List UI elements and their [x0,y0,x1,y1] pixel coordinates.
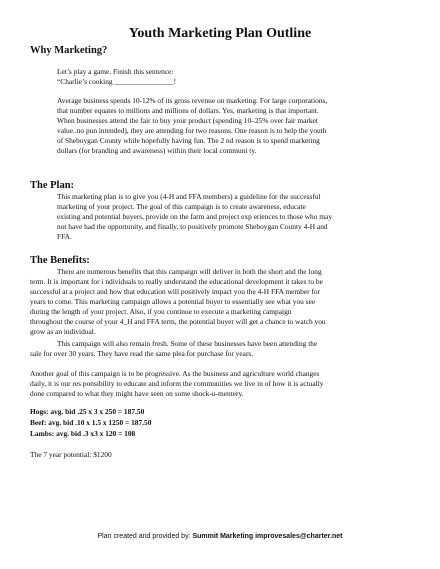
paragraph-progressive: Another goal of this campaign is to be progressive. As the business and agriculture world changes daily, it is our res ponsibility to educate and inform the communities we live in of how it is actually done compared to what they might have seen on some shock-u-mentery. [30,369,324,398]
footer-prefix: Plan created and provided by: [97,533,193,540]
heading-the-plan: The Plan: [30,180,75,191]
calc-beef: Beef: avg. bid .10 x 1.5 x 1250 = 187.50 [30,418,152,427]
heading-why-marketing: Why Marketing? [30,45,108,56]
paragraph-plan: This marketing plan is to give you (4-H and FFA members) a guideline for the successful marketing of your project. The goal of this campaign is to create awareness, educate existing and potential buyers, provide on the farm and project exp eriences to those who may not have had the opportunity, and finally, to positively promote Sheboygan County 4-H and FFA. [57,192,333,241]
footer-credit: Summit Marketing improvesales@charter.net [192,533,343,540]
paragraph-game: Let’s play a game. Finish this sentence: “Charlie’s cooking ________________! [57,67,177,86]
paragraph-average-business: Average business spends 10-12% of its gross revenue on marketing. For large corporations, that number equates to millions and millions of dollars. Yes, marketing is that important. When businesses attend the fair to buy your product (spending 10–25% over fair market value..no pun intended), they are attending for two reasons. One reason is to help the youth of Sheboygan County while hopefully having fun. The 2 nd reason is to spend marketing dollars (for branding and awareness) within their local communi ty. [57,96,328,155]
heading-the-benefits: The Benefits: [30,255,90,266]
paragraph-fresh: This campaign will also remain fresh. Some of these businesses have been attending the sale for over 30 years. They have read the same plea for purchase for years. [30,339,318,358]
page-title: Youth Marketing Plan Outline [128,26,312,41]
paragraph-benefits: There are numerous benefits that this campaign will deliver in both the short and the long term. It is important for i ndividuals to really understand the educational development it takes to be successful at a project and how that education will positively impact you the 4-H FFA member for years to come. This marketing campaign allows a potential buyer to essentially see what you see during the length of your project. Also, if you continue to execute a marketing campaign throughout the course of your 4_H and FFA term, the potential buyer will get a chance to watch you grow as an individual. [30,267,326,336]
footer [0,533,440,540]
calc-lambs: Lambs: avg. bid .3 x3 x 120 = 108 [30,429,136,438]
potential-total: The 7 year potential: $1200 [30,450,112,459]
calc-hogs: Hogs: avg. bid .25 x 3 x 250 = 187.50 [30,407,145,416]
